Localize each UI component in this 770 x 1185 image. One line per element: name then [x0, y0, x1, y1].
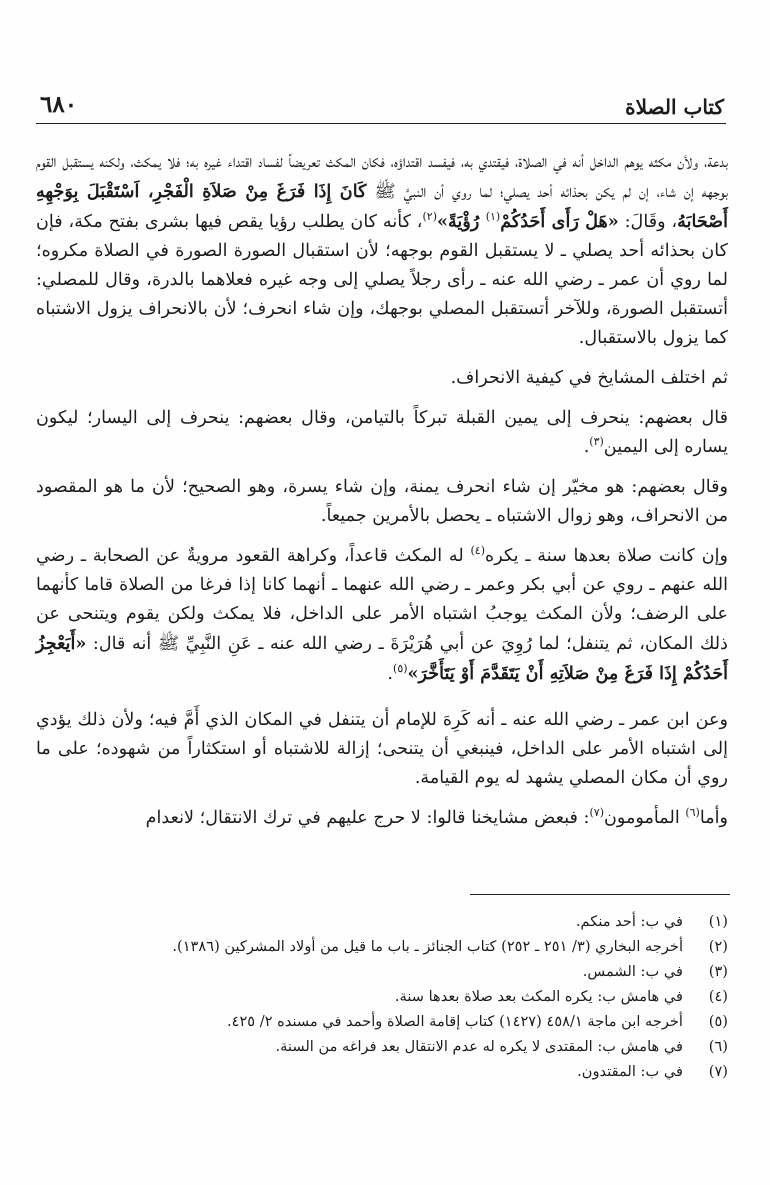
hadith-quote: «أَيَعْجِزُ أَحَدُكُمْ إِذَا فَرَغَ مِنْ صَلاَتِهِ أَنْ يَتَقَدَّمَ أَوْ يَتَأَخَّرَ» — [36, 633, 728, 684]
footnote-number: (٢) — [708, 938, 728, 955]
footnote-text: أخرجه البخاري (٣/ ٢٥١ ـ ٢٥٢) كتاب الجنائز ـ باب ما قيل من أولاد المشركين (١٣٨٦). — [172, 938, 683, 955]
footnote-ref: (٣) — [589, 435, 604, 449]
paragraph: وأما$^{(٦)}$ المأمومون$^{(٧)}$: فبعض مشايخنا قالوا: لا حرج عليهم في ترك الانتقال؛ لانعدام — [145, 806, 728, 828]
footnote — [78, 1009, 728, 1034]
footnote-text: أخرجه ابن ماجة ٤٥٨/١ (١٤٢٧) كتاب إقامة الصلاة وأحمد في مسنده ٢/ ٤٢٥. — [226, 1013, 683, 1030]
paragraph: قال بعضهم: ينحرف إلى يمين القبلة تبركاً بالتيامن، وقال بعضهم: ينحرف إلى اليسار؛ ليكون يساره إلى اليمين$^{(٣)}$. — [36, 408, 728, 457]
footnote-ref: (٥) — [393, 662, 408, 676]
footnote-number: (٤) — [708, 988, 728, 1005]
footnote — [78, 959, 728, 984]
footnote-ref: (٢) — [422, 210, 437, 224]
footnote-number: (٥) — [708, 1013, 728, 1030]
running-header — [36, 93, 726, 124]
footnote-number: (٣) — [708, 963, 728, 980]
footnote-number: (١) — [708, 913, 728, 930]
paragraph: وقال بعضهم: هو مخيّر إن شاء انحرف يمنة، وإن شاء يسرة، وهو الصحيح؛ لأن ما هو المقصود من الانحراف، وهو زوال الاشتباه ـ يحصل بالأمرين جميعاً. — [36, 477, 728, 526]
footnote — [78, 984, 728, 1009]
footnote-text: في ب: الشمس. — [582, 963, 683, 980]
footnote — [78, 909, 728, 934]
chapter-title: كتاب الصلاة — [625, 95, 724, 119]
footnote-text: في ب: المقتدون. — [577, 1063, 683, 1080]
page-number: ٦٨٠ — [40, 91, 78, 118]
hadith-quote: كَانَ إِذَا فَرَغَ مِنْ صَلاَةِ الْفَجْرِ، اَسْتَقْبَلَ بِوَجْهِهِ أَصْحَابَهُ — [36, 181, 729, 232]
footnote-ref: (٤) — [470, 544, 486, 558]
paragraph: وعن ابن عمر ـ رضي الله عنه ـ أنه كَرِهَ للإمام أن يتنفل في المكان الذي أَمَّ فيه؛ ولأن ذلك يؤدي إلى اشتباه الأمر على الداخل، فينبغي أن يتنحى؛ إزالة للاشتباه أو استكثاراً من شهوده؛ على ما روي أن مكان المصلي يشهد له يوم القيامة. — [36, 710, 728, 788]
footnote-text: في هامش ب: يكره المكث بعد صلاة بعدها سنة. — [394, 988, 683, 1005]
footnotes — [78, 909, 728, 1084]
footnote-divider — [470, 894, 730, 895]
footnote — [78, 1059, 728, 1084]
footnote-text: في ب: أحد منكم. — [575, 913, 683, 930]
footnote-ref: (٧) — [589, 806, 604, 820]
paragraph: بدعة، ولأن مكثه يوهم الداخل أنه في الصلاة، فيقتدي به، فيفسد اقتداؤه، فكان المكث تعريضاً لفساد اقتداء غيره به؛ فلا يمكث، ولكنه يستقبل القوم بوجهه إن شاء، إن لم يكن بحذائه أحد يصلي؛ لما روي أن النبيَّ ﷺ كَانَ إِذَا فَرَغَ مِنْ صَلاَةِ الْفَجْرِ، اَسْتَقْبَلَ بِوَجْهِهِ أَصْحَابَهُ، وقَالَ: «هَلْ رَأَى أَحَدُكُمْ$^{(١)}$ رُؤْيَةً»$^{(٢)}$، كأنه كان يطلب رؤيا يقص فيها بشرى بفتح مكة، فإن كان بحذائه أحد يصلي ـ لا يستقبل القوم بوجهه؛ لأن استقبال الصورة الصورة في الصلاة مكروه؛ لما روي أن عمر ـ رضي الله عنه ـ رأى رجلاً يصلي إلى وجه غيره فعلاهما بالدرة، وقال للمصلي: أتستقبل الصورة، وللآخر أتستقبل المصلي بوجهك، وإن شاء انحرف؛ لأن بالانحراف يزول الاشتباه كما يزول بالاستقبال. — [36, 152, 729, 348]
hadith-quote: «هَلْ رَأَى أَحَدُكُمْ — [500, 211, 619, 232]
hadith-quote: رُؤْيَةً» — [437, 211, 486, 232]
footnote-number: (٦) — [708, 1038, 728, 1055]
main-text — [36, 148, 728, 833]
footnote-text: في هامش ب: المقتدى لا يكره له عدم الانتقال بعد فراغه من السنة. — [275, 1038, 683, 1055]
footnote — [78, 934, 728, 959]
footnote — [78, 1034, 728, 1059]
paragraph: ثم اختلف المشايخ في كيفية الانحراف. — [450, 368, 728, 388]
footnote-ref: (١) — [485, 210, 501, 224]
footnote-ref: (٦) — [685, 806, 700, 820]
paragraph: وإن كانت صلاة بعدها سنة ـ يكره$^{(٤)}$ له المكث قاعداً، وكراهة القعود مرويةٌ عن الصحابة ـ رضي الله عنهم ـ روي عن أبي بكر وعمر ـ رضي الله عنهما ـ أنهما كانا إذا فرغا من الصلاة قاما كأنهما على الرضف؛ ولأن المكث يوجبُ اشتباه الأمر على الداخل، فلا يمكث ولكن يقوم ويتنحى عن ذلك المكان، ثم يتنفل؛ لما رُوِيَ عن أبي هُرَيْرَةَ ـ رضي الله عنه ـ عَنِ النَّبِيِّ ﷺ أنه قال: «أَيَعْجِزُ أَحَدُكُمْ إِذَا فَرَغَ مِنْ صَلاَتِهِ أَنْ يَتَقَدَّمَ أَوْ يَتَأَخَّرَ»$^{(٥)}$. — [36, 544, 729, 684]
footnote-number: (٧) — [708, 1063, 728, 1080]
